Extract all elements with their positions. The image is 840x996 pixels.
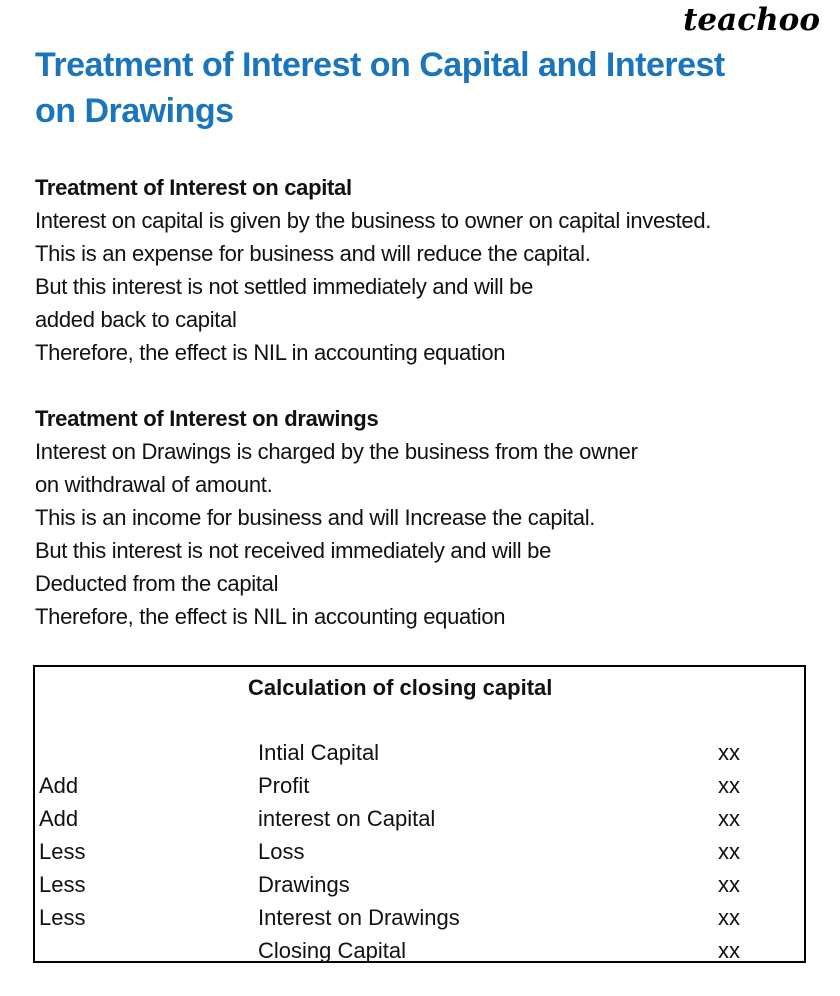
row-value: xx	[718, 740, 740, 765]
table-row	[35, 736, 804, 769]
section-interest-on-drawings	[35, 402, 825, 633]
row-operation: Add	[39, 773, 79, 798]
paragraph-line: added back to capital	[35, 307, 237, 332]
row-value: xx	[718, 938, 740, 963]
paragraph-line: on withdrawal of amount.	[35, 472, 273, 497]
row-item: Drawings	[258, 872, 350, 897]
row-operation: Add	[39, 806, 79, 831]
row-item: Closing Capital	[258, 938, 406, 963]
row-value: xx	[718, 773, 740, 798]
paragraph-line: This is an expense for business and will reduce the capital.	[35, 241, 591, 266]
row-operation	[35, 934, 258, 967]
table-spacer	[35, 704, 804, 736]
paragraph-line: Interest on capital is given by the business to owner on capital invested.	[35, 208, 712, 233]
row-operation: Less	[39, 839, 86, 864]
section-heading: Treatment of Interest on drawings	[35, 406, 379, 431]
table-row	[35, 868, 804, 901]
row-operation: Less	[39, 905, 86, 930]
paragraph-line: This is an income for business and will Increase the capital.	[35, 505, 596, 530]
paragraph-line: Therefore, the effect is NIL in accounting equation	[35, 340, 506, 365]
section-heading: Treatment of Interest on capital	[35, 175, 352, 200]
section-interest-on-capital	[35, 171, 825, 369]
paragraph-line: But this interest is not settled immediately and will be	[35, 274, 533, 299]
row-item: interest on Capital	[258, 806, 436, 831]
table-title: Calculation of closing capital	[248, 675, 553, 700]
teachoo-logo: teachoo	[683, 2, 820, 38]
paragraph-line: Deducted from the capital	[35, 571, 279, 596]
paragraph-line: Interest on Drawings is charged by the business from the owner	[35, 439, 638, 464]
row-value: xx	[718, 872, 740, 897]
closing-capital-table	[33, 665, 806, 963]
row-operation	[35, 736, 258, 769]
table-row	[35, 901, 804, 934]
table-row	[35, 769, 804, 802]
row-operation: Less	[39, 872, 86, 897]
row-value: xx	[718, 839, 740, 864]
page-title: Treatment of Interest on Capital and Interest on Drawings	[35, 46, 725, 130]
row-item: Interest on Drawings	[258, 905, 460, 930]
paragraph-line: But this interest is not received immediately and will be	[35, 538, 552, 563]
table-row	[35, 835, 804, 868]
row-item: Intial Capital	[258, 740, 380, 765]
table-row	[35, 802, 804, 835]
row-value: xx	[718, 806, 740, 831]
row-item: Loss	[258, 839, 305, 864]
row-value: xx	[718, 905, 740, 930]
table-row	[35, 934, 804, 967]
paragraph-line: Therefore, the effect is NIL in accounting equation	[35, 604, 506, 629]
row-item: Profit	[258, 773, 310, 798]
